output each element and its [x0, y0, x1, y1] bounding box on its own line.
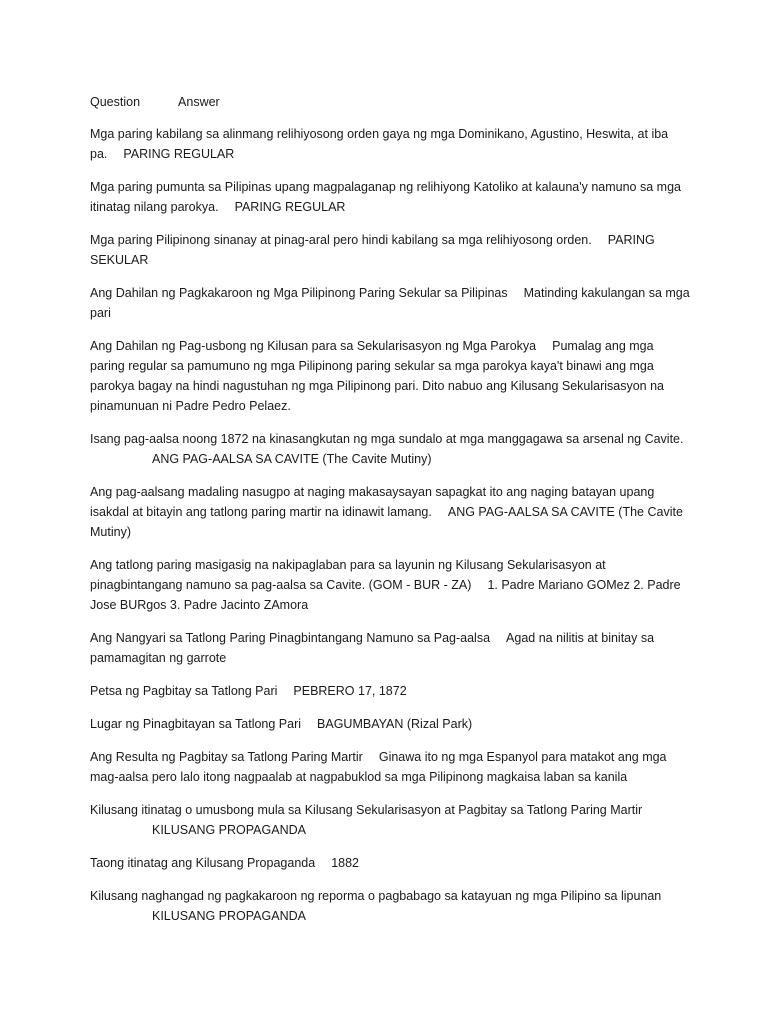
qa-item [90, 336, 690, 416]
qa-item [90, 555, 690, 615]
question-text: Taong itinatag ang Kilusang Propaganda [90, 856, 316, 870]
question-text: Ang tatlong paring masigasig na nakipaglaban para sa layunin ng Kilusang Sekularisasyon at pinagbintangang namuno sa pag-aalsa sa Cavite. (GOM - BUR - ZA) [90, 558, 606, 592]
qa-document [90, 92, 690, 939]
answer-text: KILUSANG PROPAGANDA [152, 823, 306, 837]
qa-item [90, 230, 690, 270]
question-text: Lugar ng Pinagbitayan sa Tatlong Pari [90, 717, 302, 731]
answer-text: PARING REGULAR [234, 200, 346, 214]
question-text: Kilusang naghangad ng pagkakaroon ng reporma o pagbabago sa katayuan ng mga Pilipino sa lipunan [90, 889, 662, 903]
qa-item [90, 283, 690, 323]
qa-item [90, 747, 690, 787]
answer-text: KILUSANG PROPAGANDA [152, 909, 306, 923]
question-text: Mga paring pumunta sa Pilipinas upang magpalaganap ng relihiyong Katoliko at kalauna'y namuno sa mga itinatag nilang parokya. [90, 180, 681, 214]
qa-item [90, 429, 690, 469]
question-text: Kilusang itinatag o umusbong mula sa Kilusang Sekularisasyon at Pagbitay sa Tatlong Paring Martir [90, 803, 643, 817]
qa-item [90, 714, 690, 734]
qa-item [90, 800, 690, 840]
qa-item [90, 482, 690, 542]
question-text: Ang Dahilan ng Pag-usbong ng Kilusan para sa Sekularisasyon ng Mga Parokya [90, 339, 537, 353]
answer-text: Matinding kakulangan sa mga pari [90, 286, 690, 320]
answer-text: Pumalag ang mga paring regular sa pamumuno ng mga Pilipinong paring sekular sa mga parokya kaya't binawi ang mga parokya bagay na hindi nagustuhan ng mga Pilipinong pari. Dito nabuo ang Kilusang Sekularisasyon na pinamunuan ni Padre Pedro Pelaez. [90, 339, 665, 413]
question-text: Mga paring kabilang sa alinmang relihiyosong orden gaya ng mga Dominikano, Agustino, Heswita, at iba pa. [90, 127, 669, 161]
qa-item [90, 124, 690, 164]
answer-text: ANG PAG-AALSA SA CAVITE (The Cavite Mutiny) [90, 505, 683, 539]
question-text: Ang pag-aalsang madaling nasugpo at naging makasaysayan sapagkat ito ang naging batayan upang isakdal at bitayin ang tatlong paring martir na idinawit lamang. [90, 485, 655, 519]
answer-text: 1. Padre Mariano GOMez 2. Padre Jose BURgos 3. Padre Jacinto ZAmora [90, 578, 681, 612]
qa-item [90, 681, 690, 701]
question-text: Petsa ng Pagbitay sa Tatlong Pari [90, 684, 278, 698]
answer-text: 1882 [331, 856, 359, 870]
question-text: Mga paring Pilipinong sinanay at pinag-aral pero hindi kabilang sa mga relihiyosong orden. [90, 233, 592, 247]
answer-text: ANG PAG-AALSA SA CAVITE (The Cavite Mutiny) [152, 452, 432, 466]
answer-text: Ginawa ito ng mga Espanyol para matakot ang mga mag-aalsa pero lalo itong nagpaalab at nagpabuklod sa mga Pilipinong magkaisa laban sa kanila [90, 750, 667, 784]
question-text: Ang Resulta ng Pagbitay sa Tatlong Paring Martir [90, 750, 363, 764]
qa-item [90, 628, 690, 668]
answer-text: PARING SEKULAR [90, 233, 655, 267]
question-header: Question [90, 95, 141, 109]
qa-item [90, 177, 690, 217]
answer-text: Agad na nilitis at binitay sa pamamagitan ng garrote [90, 631, 655, 665]
qa-item [90, 853, 690, 873]
answer-header: Answer [178, 95, 220, 109]
qa-item [90, 886, 690, 926]
question-text: Ang Dahilan ng Pagkakaroon ng Mga Pilipinong Paring Sekular sa Pilipinas [90, 286, 508, 300]
answer-text: PARING REGULAR [123, 147, 235, 161]
answer-text: PEBRERO 17, 1872 [293, 684, 407, 698]
question-text: Ang Nangyari sa Tatlong Paring Pinagbintangang Namuno sa Pag-aalsa [90, 631, 491, 645]
question-text: Isang pag-aalsa noong 1872 na kinasangkutan ng mga sundalo at mga manggagawa sa arsenal ng Cavite. [90, 432, 684, 446]
answer-text: BAGUMBAYAN (Rizal Park) [317, 717, 473, 731]
column-header [90, 92, 690, 112]
